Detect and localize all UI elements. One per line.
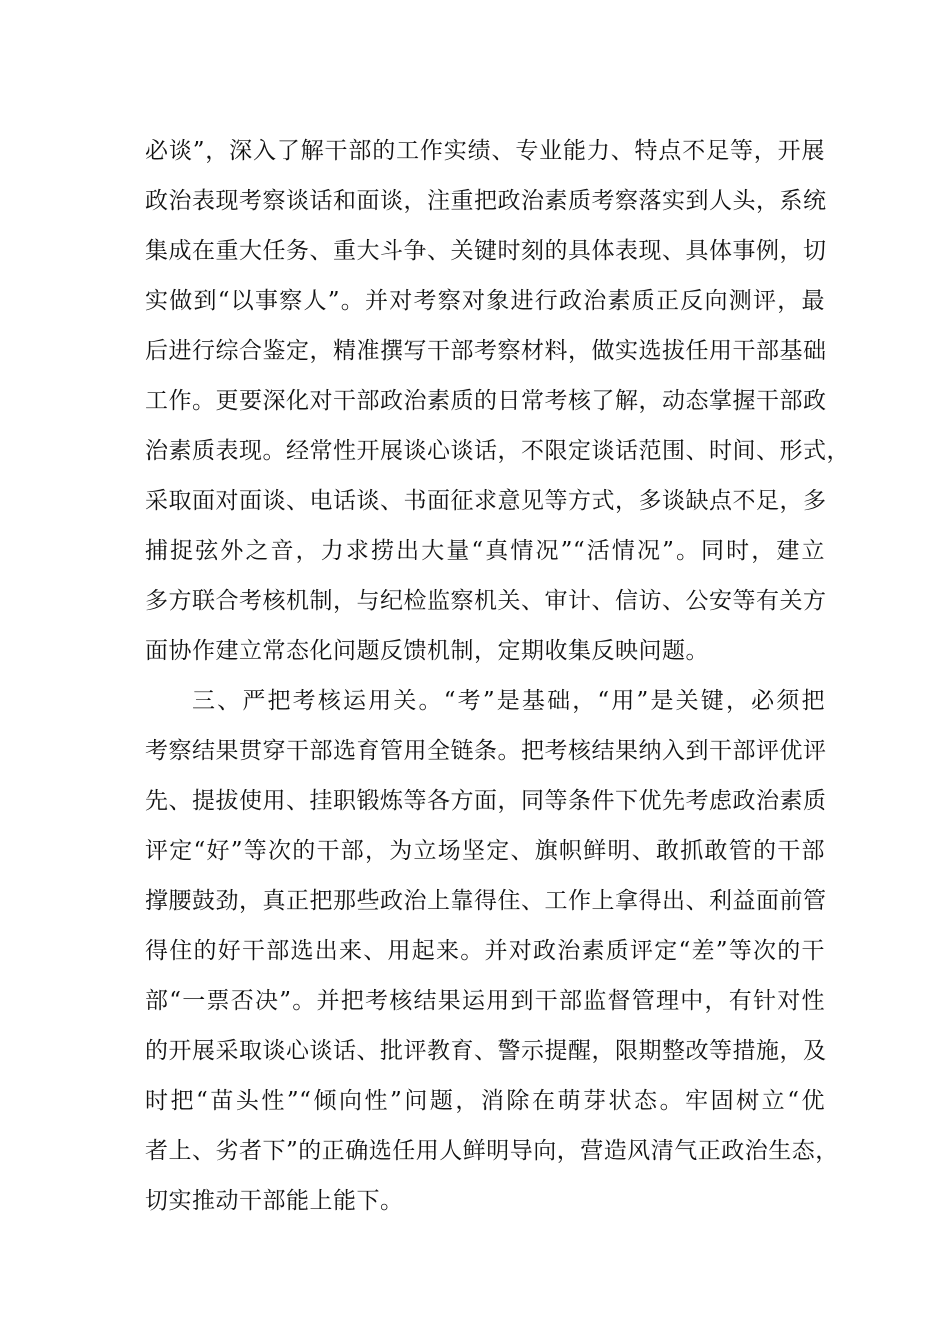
text-line: 评定“好”等次的干部，为立场坚定、旗帜鲜明、敢抓敢管的干部 xyxy=(145,838,825,864)
text-line: 考察结果贯穿干部选育管用全链条。把考核结果纳入到干部评优评 xyxy=(145,738,827,764)
text-line: 集成在重大任务、重大斗争、关键时刻的具体表现、具体事例，切 xyxy=(145,238,827,264)
text-line: 政治表现考察谈话和面谈，注重把政治素质考察落实到人头，系统 xyxy=(145,188,827,214)
text-line: 后进行综合鉴定，精准撰写干部考察材料，做实选拔任用干部基础 xyxy=(145,338,827,364)
text-line: 三、严把考核运用关。“考”是基础，“用”是关键，必须把 xyxy=(192,688,825,714)
text-line: 采取面对面谈、电话谈、书面征求意见等方式，多谈缺点不足，多 xyxy=(145,488,827,514)
text-line: 者上、劣者下”的正确选任用人鲜明导向，营造风清气正政治生态， xyxy=(145,1138,839,1164)
text-line: 多方联合考核机制，与纪检监察机关、审计、信访、公安等有关方 xyxy=(145,588,827,614)
text-line: 面协作建立常态化问题反馈机制，定期收集反映问题。 xyxy=(145,638,709,664)
text-line: 得住的好干部选出来、用起来。并对政治素质评定“差”等次的干 xyxy=(145,938,825,964)
text-line: 切实推动干部能上能下。 xyxy=(145,1188,404,1214)
text-line: 部“一票否决”。并把考核结果运用到干部监督管理中，有针对性 xyxy=(145,988,825,1014)
text-line: 治素质表现。经常性开展谈心谈话，不限定谈话范围、时间、形式， xyxy=(145,438,850,464)
text-line: 工作。更要深化对干部政治素质的日常考核了解，动态掌握干部政 xyxy=(145,388,827,414)
text-line: 捕捉弦外之音，力求捞出大量“真情况”“活情况”。同时，建立 xyxy=(145,538,825,564)
text-line: 实做到“以事察人”。并对考察对象进行政治素质正反向测评，最 xyxy=(145,288,825,314)
text-line: 必谈”，深入了解干部的工作实绩、专业能力、特点不足等，开展 xyxy=(145,138,825,164)
text-line: 的开展采取谈心谈话、批评教育、警示提醒，限期整改等措施，及 xyxy=(145,1038,827,1064)
text-line: 撑腰鼓劲，真正把那些政治上靠得住、工作上拿得出、利益面前管 xyxy=(145,888,827,914)
text-line: 时把“苗头性”“倾向性”问题，消除在萌芽状态。牢固树立“优 xyxy=(145,1088,825,1114)
text-line: 先、提拔使用、挂职锻炼等各方面，同等条件下优先考虑政治素质 xyxy=(145,788,827,814)
